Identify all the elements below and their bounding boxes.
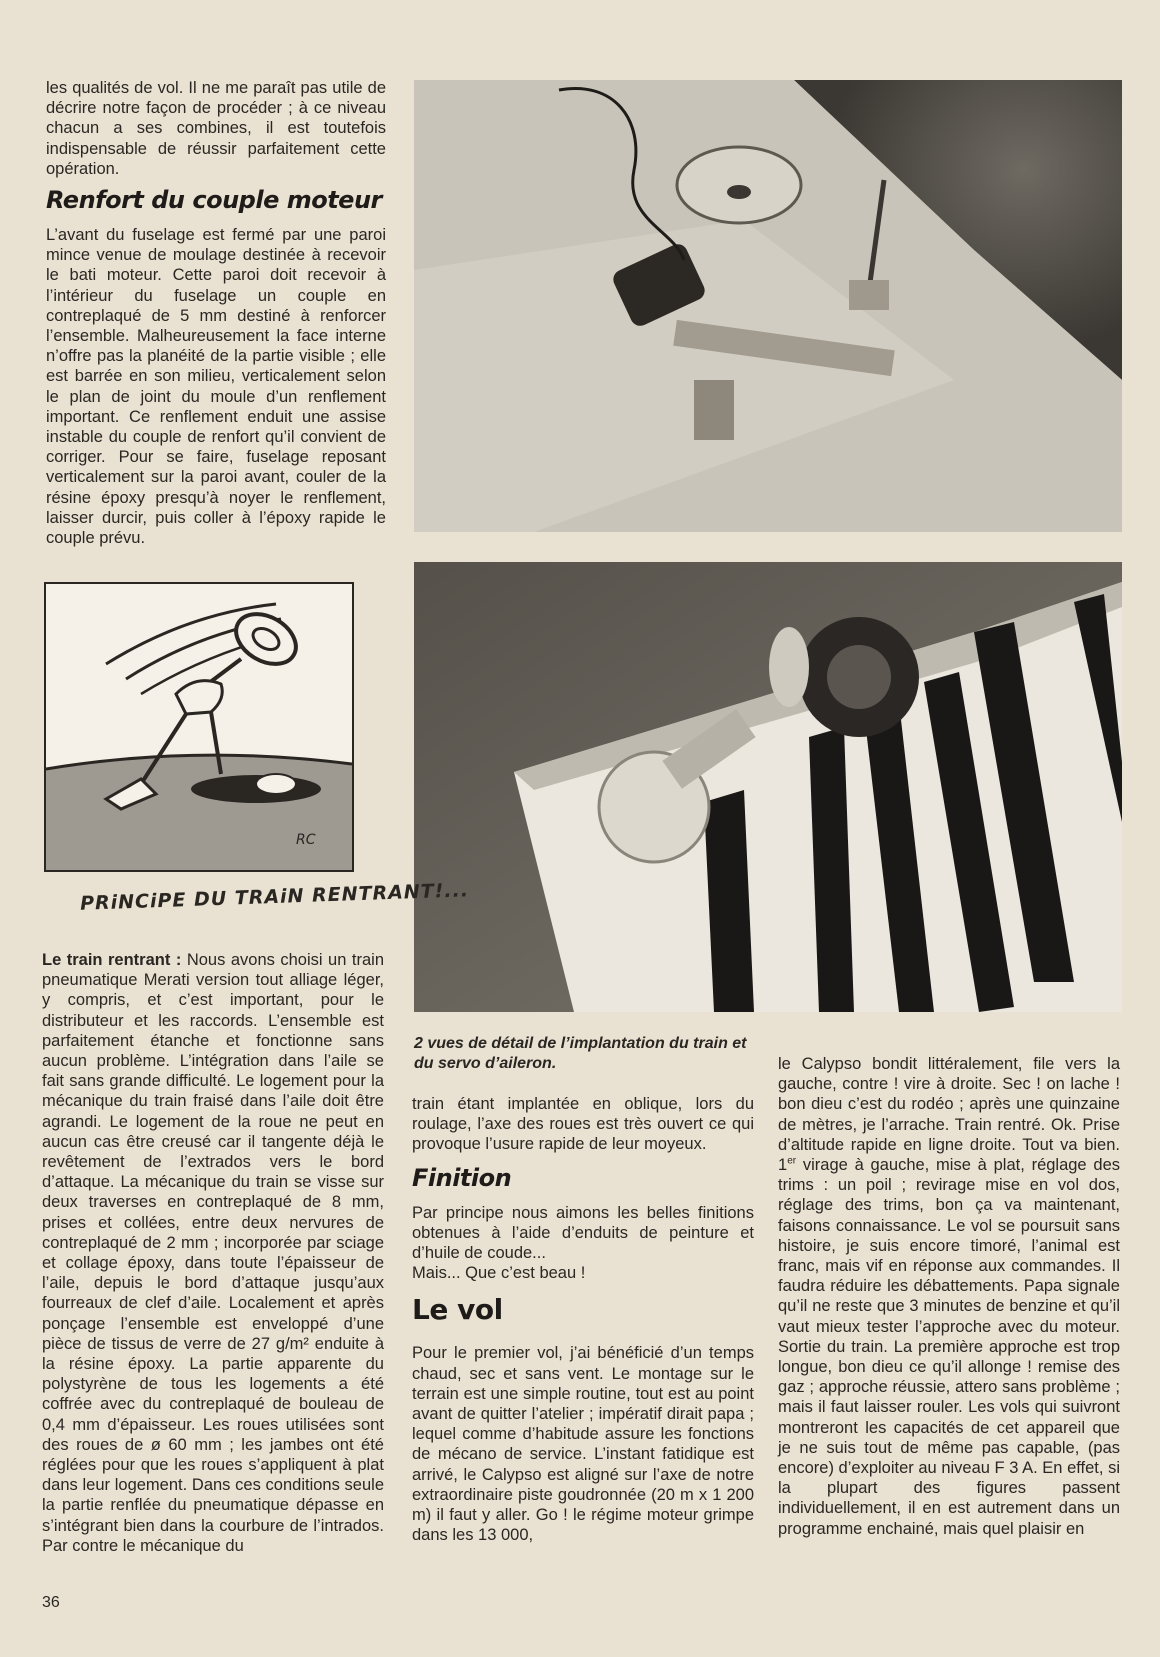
superscript-er: er bbox=[787, 1155, 797, 1167]
renfort-paragraph: L’avant du fuselage est fermé par une paroi mince venue de moulage destinée à recevoir le bati moteur. Cette paroi doit recevoir à l’intérieur du fuselage un couple en contreplaqué de 5 mm destiné à renforcer l’ensemble. Malheureusement la face interne n’offre pas la planéité de la partie visible ; elle est barrée en son milieu, verticalement selon le plan de joint du moule d’un renflement important. Ce renflement enduit une assise instable du couple de renfort qu’il convient de corriger. Pour se faire, fuselage reposant verticalement sur la paroi avant, couler de la résine époxy presqu’à noyer le renflement, laisser durcir, puis coller à l’époxy rapide le couple prévu. bbox=[46, 226, 386, 548]
photo-landing-gear-detail bbox=[414, 562, 1122, 1012]
section-heading-renfort: Renfort du couple moteur bbox=[46, 186, 382, 215]
train-rentrant-paragraph bbox=[42, 950, 384, 1556]
right-column bbox=[778, 1054, 1120, 1539]
vol-paragraph: Pour le premier vol, j’ai bénéficié d’un temps chaud, sec et sans vent. Le montage sur le terrain est une simple routine, tout est au point avant de quitter l’atelier ; impératif dirait papa ; lequel comme d’habitude assure les fonctions de mécano de service. L’instant fatidique est arrivé, le Calypso est aligné sur l’axe de notre extraordinaire piste goudronnée (20 m x 1 200 m) il faut y aller. Go ! le régime moteur grimpe dans les 13 000, bbox=[412, 1344, 754, 1545]
middle-column bbox=[412, 1094, 754, 1545]
svg-text:RC: RC bbox=[296, 832, 316, 848]
photo-caption: 2 vues de détail de l’implantation du train et du servo d’aileron. bbox=[414, 1035, 747, 1072]
cartoon-illustration bbox=[44, 582, 354, 872]
section-heading-finition: Finition bbox=[412, 1163, 512, 1192]
vol-continuation-paragraph bbox=[778, 1054, 1120, 1539]
photo-servo-detail bbox=[414, 80, 1122, 532]
train-rentrant-body: Nous avons choisi un train pneumatique Merati version tout alliage léger, y compris, et c’est important, pour le distributeur et les raccords. L’ensemble est parfaitement étanche et fonctionne sans aucun problème. L’intégration dans l’aile se fait sans grande difficulté. Le logement pour la mécanique du train fraisé dans l’aile doit être agrandi. Le logement de la roue ne peut en aucun cas être creusé car il tangente déjà le revêtement de l’extrados vers le bord d’attaque. La mécanique du train se visse sur deux traverses en contreplaqué de 8 mm, prises et collées, entre deux nervures de contreplaqué de 2 mm ; incorporée par sciage et collage époxy, dans toute l’épaisseur de l’aile, depuis le bord d’attaque jusqu’aux fourreaux de clef d’aile. Localement et après ponçage l’ensemble est enveloppé d’une pièce de tissus de verre de 27 g/m² enduite à la résine époxy. La partie apparente du polystyrène de tous les logements a été coffrée avec du contreplaqué de bouleau de 0,4 mm d’épaisseur. Les roues utilisées sont des roues de ø 60 mm ; les jambes ont été réglées pour que les roues s’appliquent à plat dans leur logement. Dans ces conditions seule la partie renflée du pneumatique dépasse en s’intégrant bien dans la courbure de l’intrados. Par contre le mécanique du bbox=[42, 951, 384, 1555]
section-heading-le-vol: Le vol bbox=[412, 1293, 503, 1327]
intro-paragraph: les qualités de vol. Il ne me paraît pas utile de décrire notre façon de procéder ; à ce niveau chacun a ses combines, il est toutefois indispensable de réussir parfaitement cette opération. bbox=[46, 79, 386, 178]
page-number: 36 bbox=[42, 1594, 60, 1611]
cartoon-caption: PRiNCiPE DU TRAiN RENTRANT!... bbox=[79, 879, 470, 915]
vol-continuation-part2: virage à gauche, mise à plat, réglage des trims : un poil ; revirage mise en vol dos, réglage des trims, bon ça va maintenant, faisons connaissance. Le vol se poursuit sans histoire, je suis encore timoré, l’animal est franc, mais vif en réponse aux commandes. Il faudra réduire les débattements. Papa signale qu’il ne reste que 3 minutes de benzine et qu’il vaut mieux tester l’approche avec du moteur. Sortie du train. La première approche est trop longue, bon dieu ce qu’il allonge ! remise des gaz ; approche réussie, attero sans problème ; mais il faut laisser rouler. Les vols qui suivront montreront les capacités de cet appareil que je ne suis tout de même pas capable, (pas encore) d’exploiter au niveau F 3 A. En effet, si la plupart des figures passent individuellement, il en est autrement dans un programme enchainé, mais quel plaisir en bbox=[778, 1156, 1120, 1538]
train-continuation-paragraph: train étant implantée en oblique, lors du roulage, l’axe des roues est très ouvert ce qui provoque l’usure rapide de leur moyeux. bbox=[412, 1095, 754, 1154]
train-rentrant-lead: Le train rentrant : bbox=[42, 951, 182, 969]
finition-paragraph: Par principe nous aimons les belles finitions obtenues à l’aide d’enduits de peinture et d’huile de coude... bbox=[412, 1203, 754, 1263]
left-column bbox=[42, 950, 384, 1556]
vol-continuation-part1: le Calypso bondit littéralement, file vers la gauche, contre ! vire à droite. Sec ! on lache ! bon dieu c’est du rodéo ; après une quinzaine de mètres, je l’arrache. Train rentré. Ok. Prise d’altitude rapide en ligne droite. Tout va bien. 1 bbox=[778, 1055, 1120, 1175]
top-left-text-block bbox=[46, 78, 386, 548]
finition-end-line: Mais... Que c’est beau ! bbox=[412, 1264, 586, 1283]
